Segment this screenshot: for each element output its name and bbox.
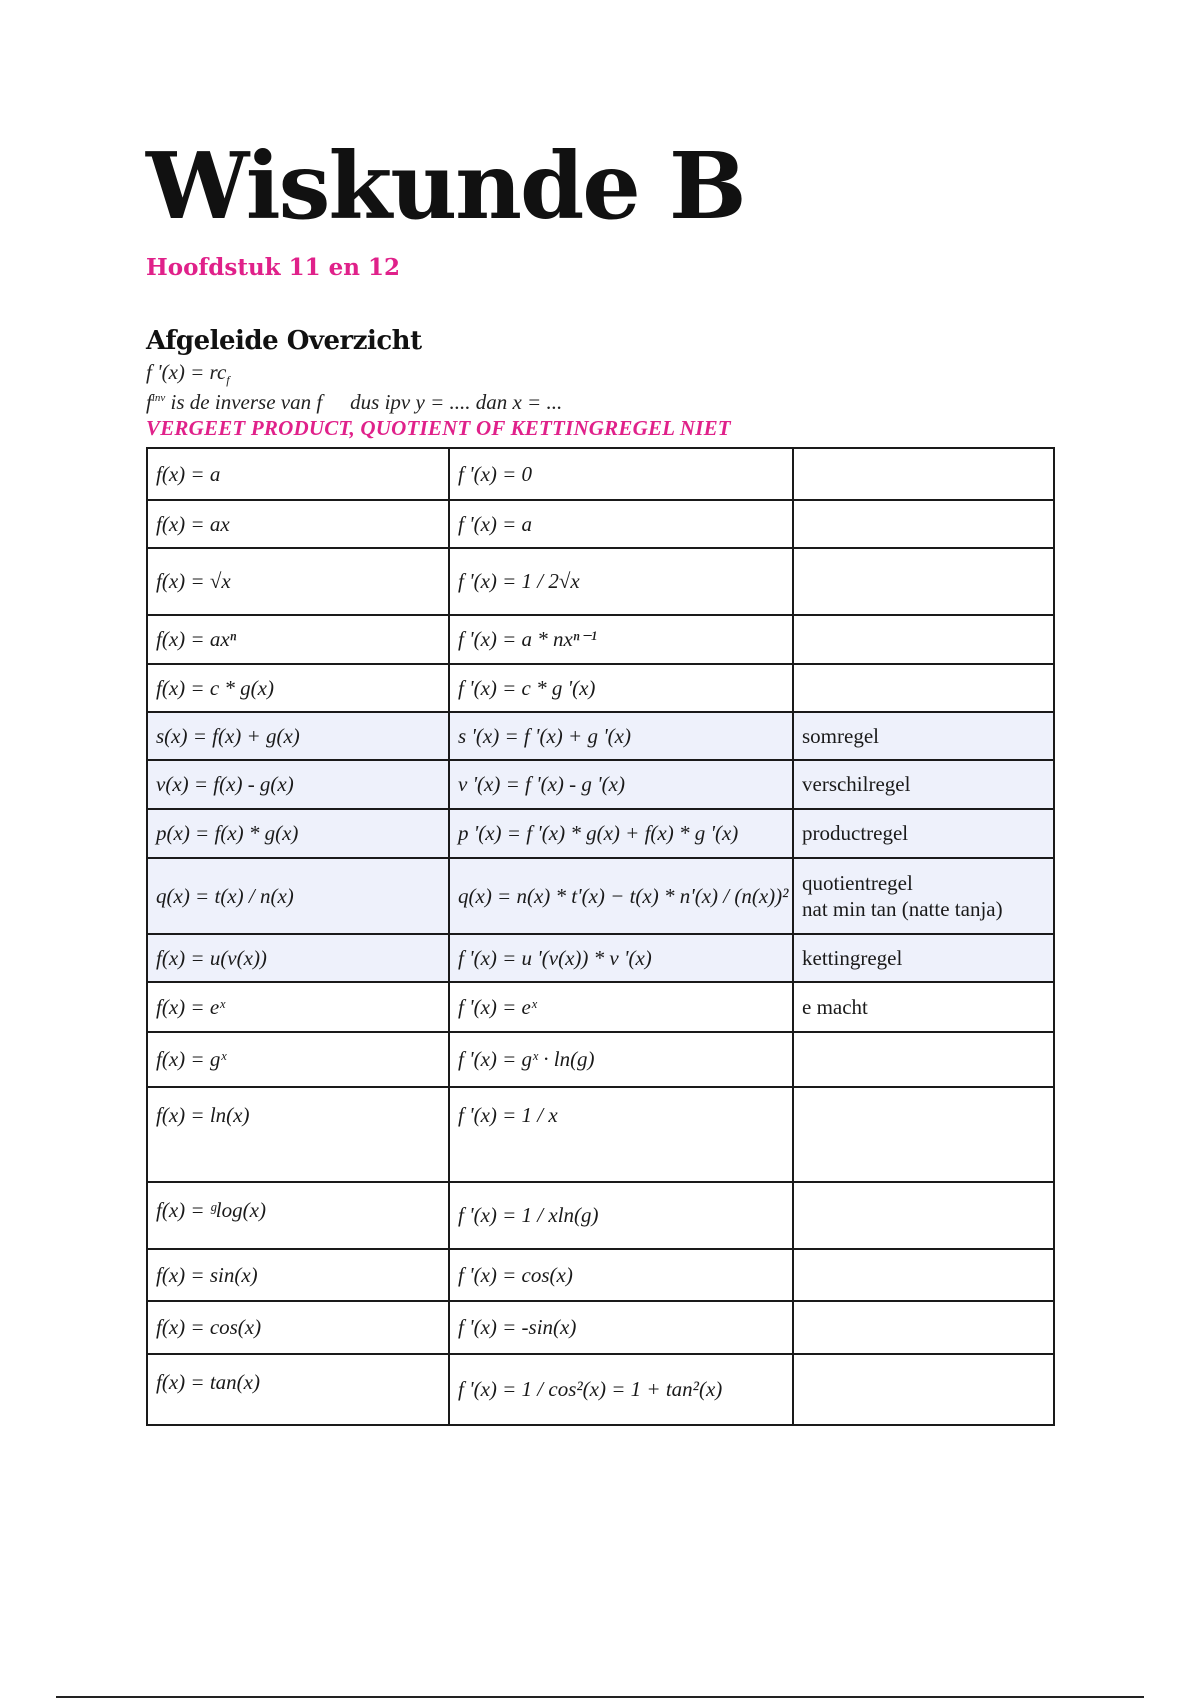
rule-name-cell: productregel (793, 809, 1054, 858)
section-title: Afgeleide Overzicht (146, 326, 422, 356)
table-row (147, 982, 1054, 1032)
table-row (147, 1301, 1054, 1354)
table-row (147, 1032, 1054, 1087)
rule-name-cell (793, 1032, 1054, 1087)
table-row (147, 712, 1054, 760)
rule-name-cell: e macht (793, 982, 1054, 1032)
derivative-cell: f '(x) = 1 / 2√x (449, 548, 793, 615)
function-cell: q(x) = t(x) / n(x) (147, 858, 449, 934)
derivative-cell: f '(x) = a * nxⁿ⁻¹ (449, 615, 793, 664)
derivative-cell: f '(x) = gˣ · ln(g) (449, 1032, 793, 1087)
function-cell: v(x) = f(x) - g(x) (147, 760, 449, 809)
rule-name-cell (793, 1301, 1054, 1354)
rule-name: quotientregel (802, 870, 913, 895)
derivative-cell: q(x) = n(x) * t'(x) − t(x) * n'(x) / (n(x))² (449, 858, 793, 934)
function-cell: f(x) = c * g(x) (147, 664, 449, 712)
derivative-cell: v '(x) = f '(x) - g '(x) (449, 760, 793, 809)
note-inverse: $f^{inv}$ is de inverse van f dus ipv y = .... dan x = ... (146, 390, 563, 414)
function-cell: f(x) = ᵍlog(x) (147, 1182, 449, 1249)
table-row (147, 615, 1054, 664)
rule-name-cell (793, 858, 1054, 934)
rule-name-cell (793, 615, 1054, 664)
function-cell: f(x) = ax (147, 500, 449, 548)
derivative-cell: f '(x) = u '(v(x)) * v '(x) (449, 934, 793, 982)
table-row (147, 809, 1054, 858)
table-row (147, 664, 1054, 712)
derivative-cell: f '(x) = 1 / cos²(x) = 1 + tan²(x) (449, 1354, 793, 1425)
table-row (147, 1354, 1054, 1425)
rule-name-cell (793, 664, 1054, 712)
table-row (147, 548, 1054, 615)
derivative-cell: f '(x) = -sin(x) (449, 1301, 793, 1354)
table-row (147, 858, 1054, 934)
table-row (147, 500, 1054, 548)
table-row (147, 934, 1054, 982)
derivatives-table (146, 447, 1055, 1426)
table-row (147, 448, 1054, 500)
footer-divider (56, 1696, 1144, 1698)
function-cell: f(x) = axⁿ (147, 615, 449, 664)
function-cell: f(x) = √x (147, 548, 449, 615)
rule-name-cell: kettingregel (793, 934, 1054, 982)
chapter-subtitle: Hoofdstuk 11 en 12 (146, 254, 401, 281)
table-row (147, 1087, 1054, 1182)
derivative-cell: f '(x) = cos(x) (449, 1249, 793, 1301)
function-cell: f(x) = sin(x) (147, 1249, 449, 1301)
table-row (147, 1182, 1054, 1249)
function-cell: f(x) = ln(x) (147, 1087, 449, 1182)
function-cell: p(x) = f(x) * g(x) (147, 809, 449, 858)
function-cell: f(x) = u(v(x)) (147, 934, 449, 982)
function-cell: f(x) = a (147, 448, 449, 500)
derivative-cell: f '(x) = eˣ (449, 982, 793, 1032)
derivative-cell: f '(x) = 1 / x (449, 1087, 793, 1182)
table-row (147, 760, 1054, 809)
warning-text: VERGEET PRODUCT, QUOTIENT OF KETTINGREGEL NIET (146, 416, 731, 440)
rule-name-cell (793, 1249, 1054, 1301)
derivative-cell: f '(x) = 1 / xln(g) (449, 1182, 793, 1249)
rule-name-cell (793, 1354, 1054, 1425)
rule-name-cell (793, 548, 1054, 615)
page-title: Wiskunde B (146, 132, 745, 240)
function-cell: f(x) = eˣ (147, 982, 449, 1032)
rule-name-cell (793, 1087, 1054, 1182)
table-row (147, 1249, 1054, 1301)
rule-name-cell: somregel (793, 712, 1054, 760)
rule-name-cell (793, 500, 1054, 548)
function-cell: f(x) = tan(x) (147, 1354, 449, 1425)
rule-name-cell (793, 1182, 1054, 1249)
function-cell: f(x) = cos(x) (147, 1301, 449, 1354)
derivative-cell: f '(x) = a (449, 500, 793, 548)
rule-mnemonic: nat min tan (natte tanja) (802, 897, 1003, 921)
derivative-cell: f '(x) = c * g '(x) (449, 664, 793, 712)
function-cell: s(x) = f(x) + g(x) (147, 712, 449, 760)
rule-name-cell (793, 448, 1054, 500)
derivative-cell: s '(x) = f '(x) + g '(x) (449, 712, 793, 760)
function-cell: f(x) = gˣ (147, 1032, 449, 1087)
derivative-cell: f '(x) = 0 (449, 448, 793, 500)
rule-name-cell: verschilregel (793, 760, 1054, 809)
derivative-cell: p '(x) = f '(x) * g(x) + f(x) * g '(x) (449, 809, 793, 858)
note-derivative-rc: f '$(x) = rc_f$ (146, 360, 230, 388)
